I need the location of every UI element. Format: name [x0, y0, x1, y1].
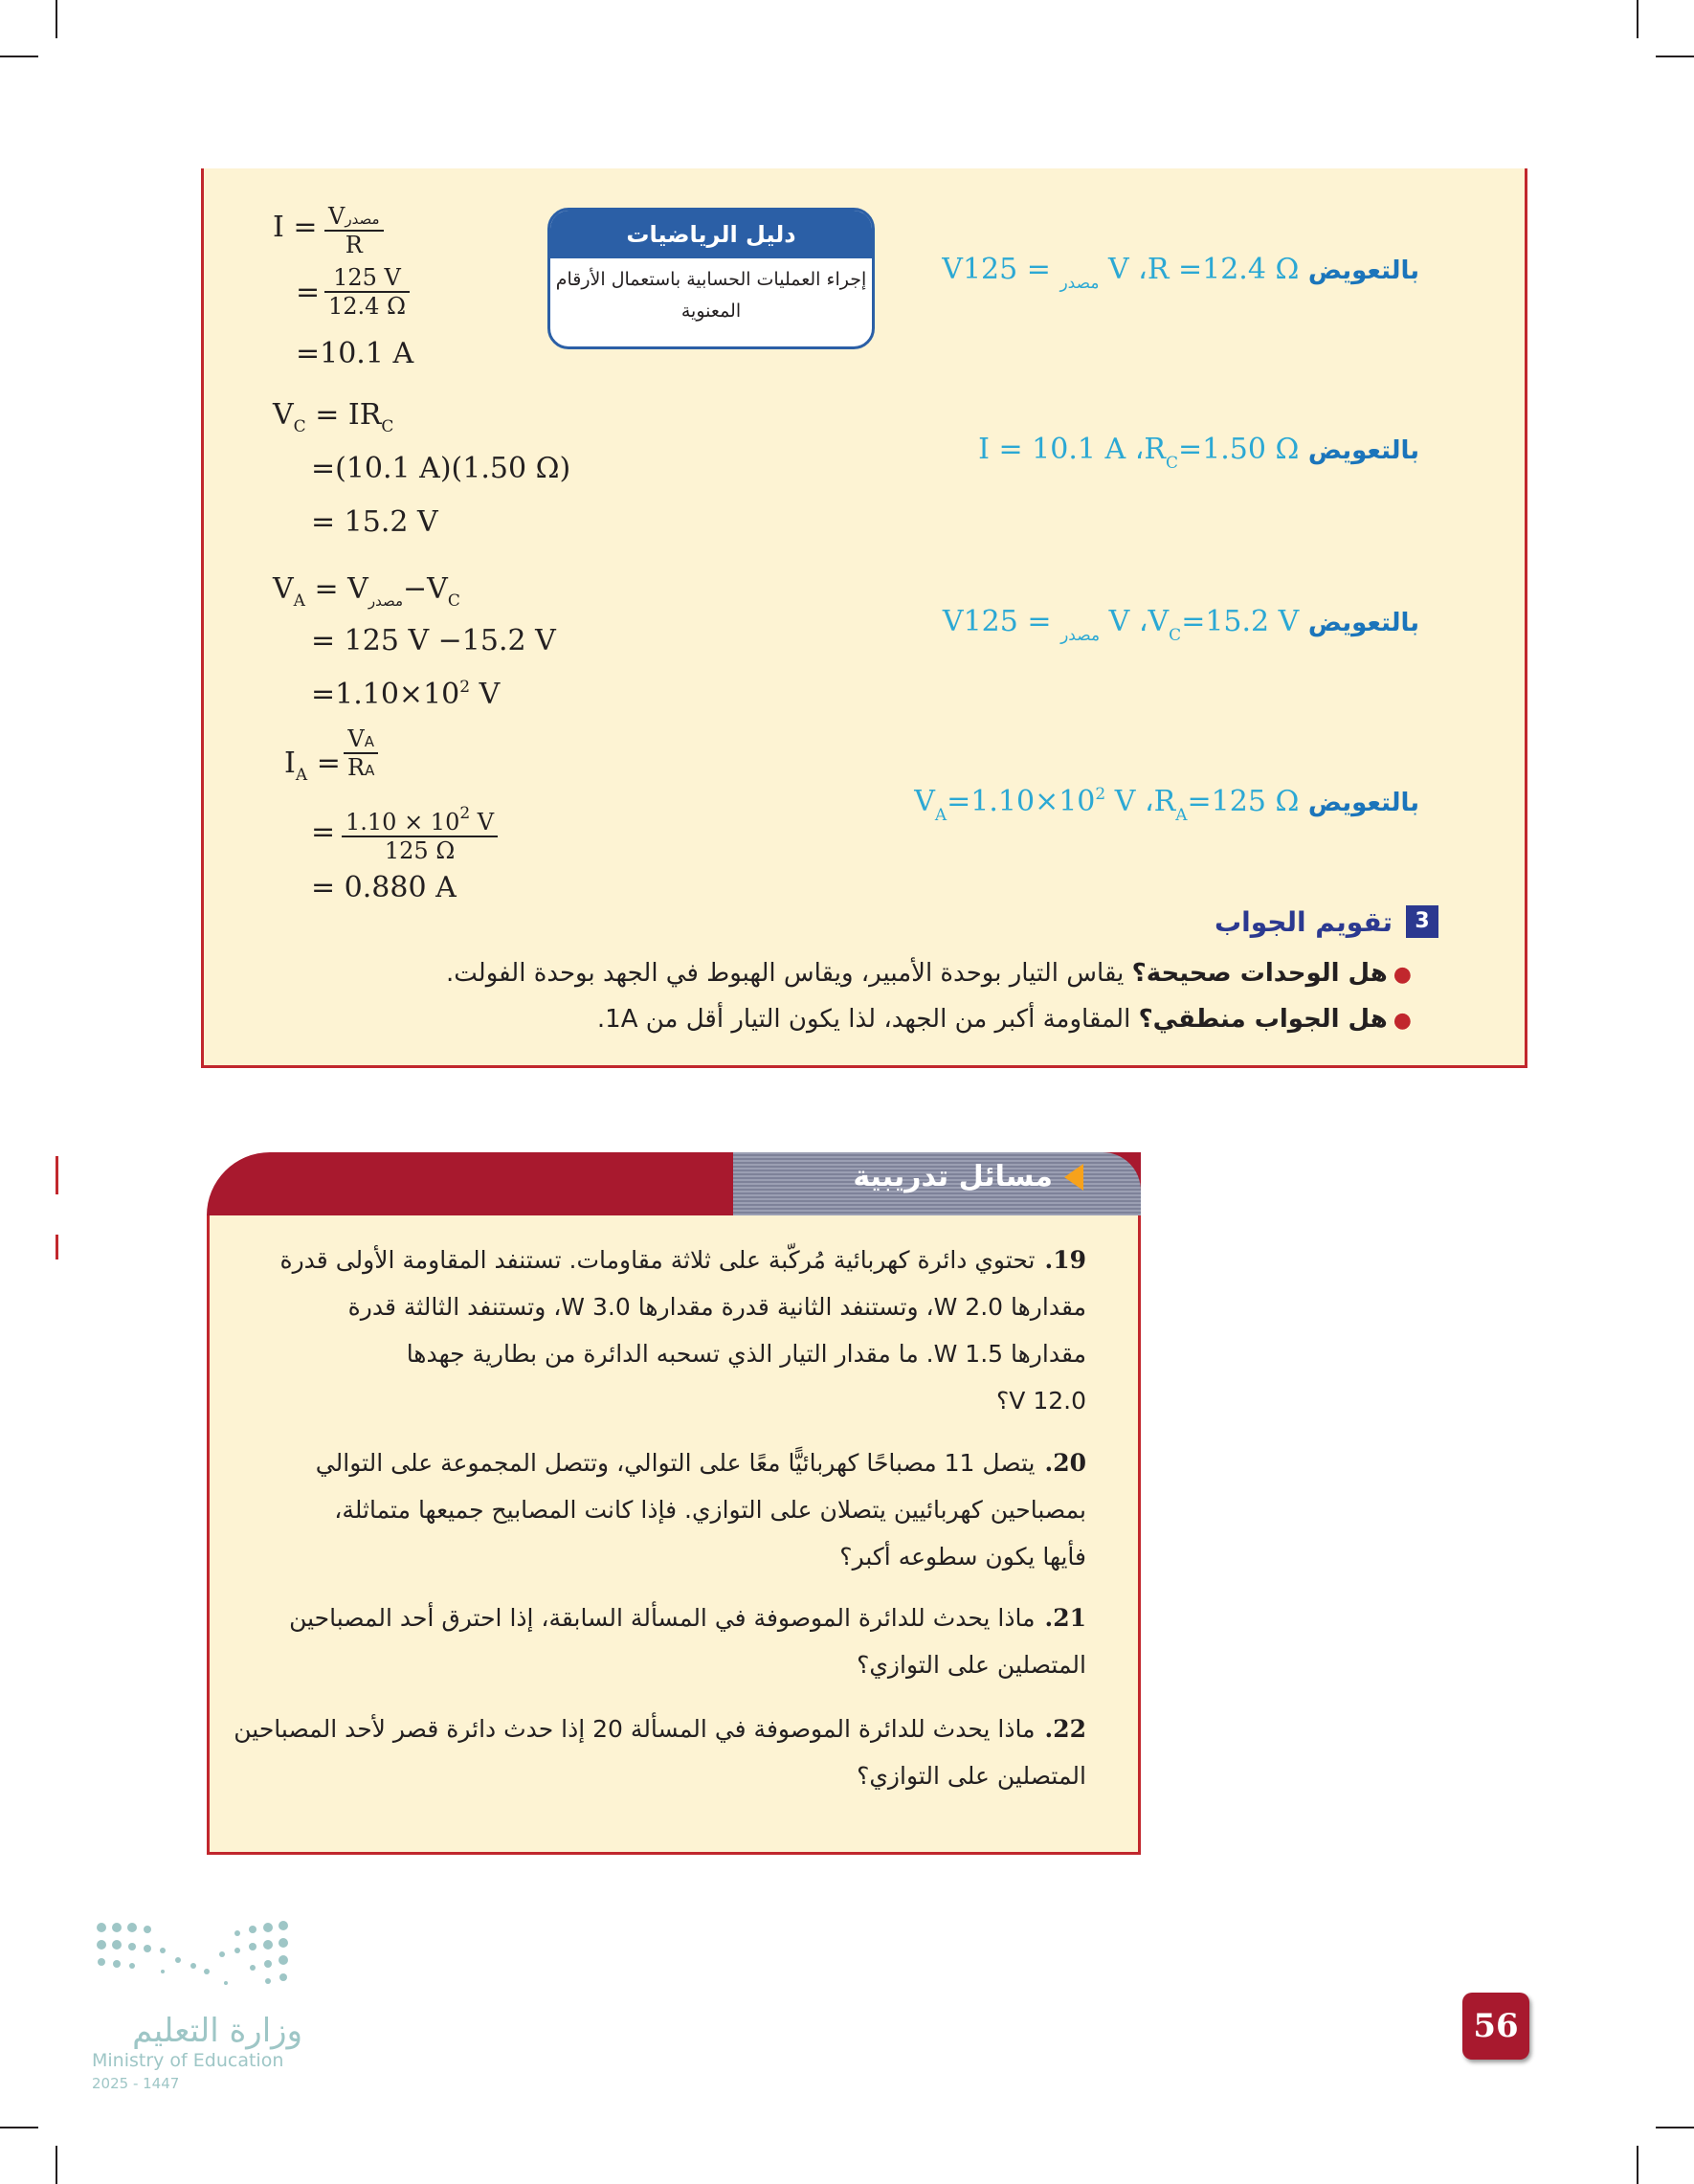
crop-mark — [1656, 2127, 1694, 2128]
ministry-dots-icon — [92, 1916, 302, 2002]
eq-va: $V_A = V_{مصدر}-V_C$ — [273, 572, 460, 611]
crop-mark — [0, 2127, 38, 2128]
math-guide-title: دليل الرياضيات — [550, 211, 872, 258]
problem-19: 19.تحتوي دائرة كهربائية مُركّبة على ثلاثة مقاومات. تستنفد المقاومة الأولى قدرة مقدارها 2.0 W، وتستنفد الثانية قدرة مقدارها 3.0 W، وتستنفد الثالثة قدرة مقدارها 1.5 W. ما مقدار التيار الذي تسحبه الدائرة من بطارية جهدها 12.0 V؟ — [279, 1246, 1086, 1415]
eq-result: =10.1 A — [296, 337, 414, 370]
triangle-marker-icon — [1064, 1164, 1083, 1191]
eq-vc: $V_C = IR_C$ — [273, 398, 394, 436]
ministry-name-en: Ministry of Education — [92, 2050, 284, 2071]
math-guide-callout — [547, 208, 875, 349]
practice-problems-box — [207, 1152, 1141, 1855]
crop-mark — [1656, 56, 1694, 57]
eq-ia-lhs: $I_A$ = — [284, 747, 341, 785]
fraction-ia-values: $\frac{1.10 \times 10^2 V}{125 \Omega}$ — [342, 804, 498, 864]
eq-vc-values: =(10.1 A)(1.50 Ω) — [311, 452, 571, 485]
eq-equals: = — [296, 276, 321, 309]
eq-vc-result: = 15.2 V — [311, 505, 438, 539]
substitution-4: بالتعويض $V_A=1.10\times 10^2$ V $،R_A=125$ Ω — [914, 785, 1419, 825]
page-number: 56 — [1462, 1993, 1529, 2060]
crop-mark — [0, 56, 38, 57]
practice-title: مسائل تدريبية — [853, 1160, 1083, 1193]
substitution-3: بالتعويض V $_{مصدر}$ = 125 V $،V_C=15.2$ V — [942, 605, 1419, 645]
eq-current-lhs: I = — [273, 211, 318, 244]
fraction-va-over-ra: $\frac{VA}{RA}$ — [344, 725, 378, 781]
ministry-name-ar: وزارة التعليم — [132, 2012, 302, 2050]
crop-mark — [56, 0, 57, 38]
eq-ia-result: = 0.880 A — [311, 871, 457, 904]
ministry-year: 2025 - 1447 — [92, 2075, 180, 2092]
step-number-badge: 3 — [1406, 905, 1438, 938]
crop-mark — [1637, 0, 1638, 38]
ministry-logo — [92, 1916, 312, 2098]
substitution-2: بالتعويض I = 10.1 A $،R_C=1.50$ Ω — [978, 433, 1419, 473]
practice-body — [207, 1215, 1141, 1855]
problem-22: 22.ماذا يحدث للدائرة الموصوفة في المسألة 20 إذا حدث دائرة قصر لأحد المصباحين المتصلين على التوازي؟ — [234, 1715, 1086, 1790]
evaluate-title: تقويم الجواب — [1214, 905, 1393, 938]
crop-mark — [56, 2146, 57, 2184]
math-guide-text: إجراء العمليات الحسابية باستعمال الأرقام المعنوية — [555, 269, 867, 322]
fraction-v-source-over-r: Vمصدر R — [324, 203, 384, 258]
margin-mark — [56, 1156, 58, 1194]
evaluate-bullet-units: ●هل الوحدات صحيحة؟ يقاس التيار بوحدة الأمبير، ويقاس الهبوط في الجهد بوحدة الفولت. — [446, 959, 1412, 988]
problem-21: 21.ماذا يحدث للدائرة الموصوفة في المسألة السابقة، إذا احترق أحد المصباحين المتصلين على التوازي؟ — [289, 1604, 1086, 1679]
substitution-1: بالتعويض V $_{مصدر}$ = 125 V ،R =12.4 Ω — [942, 253, 1419, 293]
eq-va-values: = 125 V −15.2 V — [311, 624, 556, 657]
problem-20: 20.يتصل 11 مصباحًا كهربائيًّا معًا على التوالي، وتتصل المجموعة على التوالي بمصباحين كهربائيين يتصلان على التوازي. فإذا كانت المصابيح جميعها متماثلة، فأيها يكون سطوعه أكبر؟ — [315, 1449, 1086, 1571]
margin-mark — [56, 1235, 58, 1259]
eq-va-result: $=1.10\times 10^2$ V — [311, 678, 501, 711]
eq-equals-2: = — [311, 815, 336, 849]
crop-mark — [1637, 2146, 1638, 2184]
evaluate-heading — [1215, 905, 1438, 938]
fraction-values: $\frac{125 V}{12.4 \Omega}$ — [324, 264, 410, 320]
evaluate-bullet-reasonable: ●هل الجواب منطقي؟ المقاومة أكبر من الجهد، لذا يكون التيار أقل من 1A. — [596, 1005, 1412, 1034]
